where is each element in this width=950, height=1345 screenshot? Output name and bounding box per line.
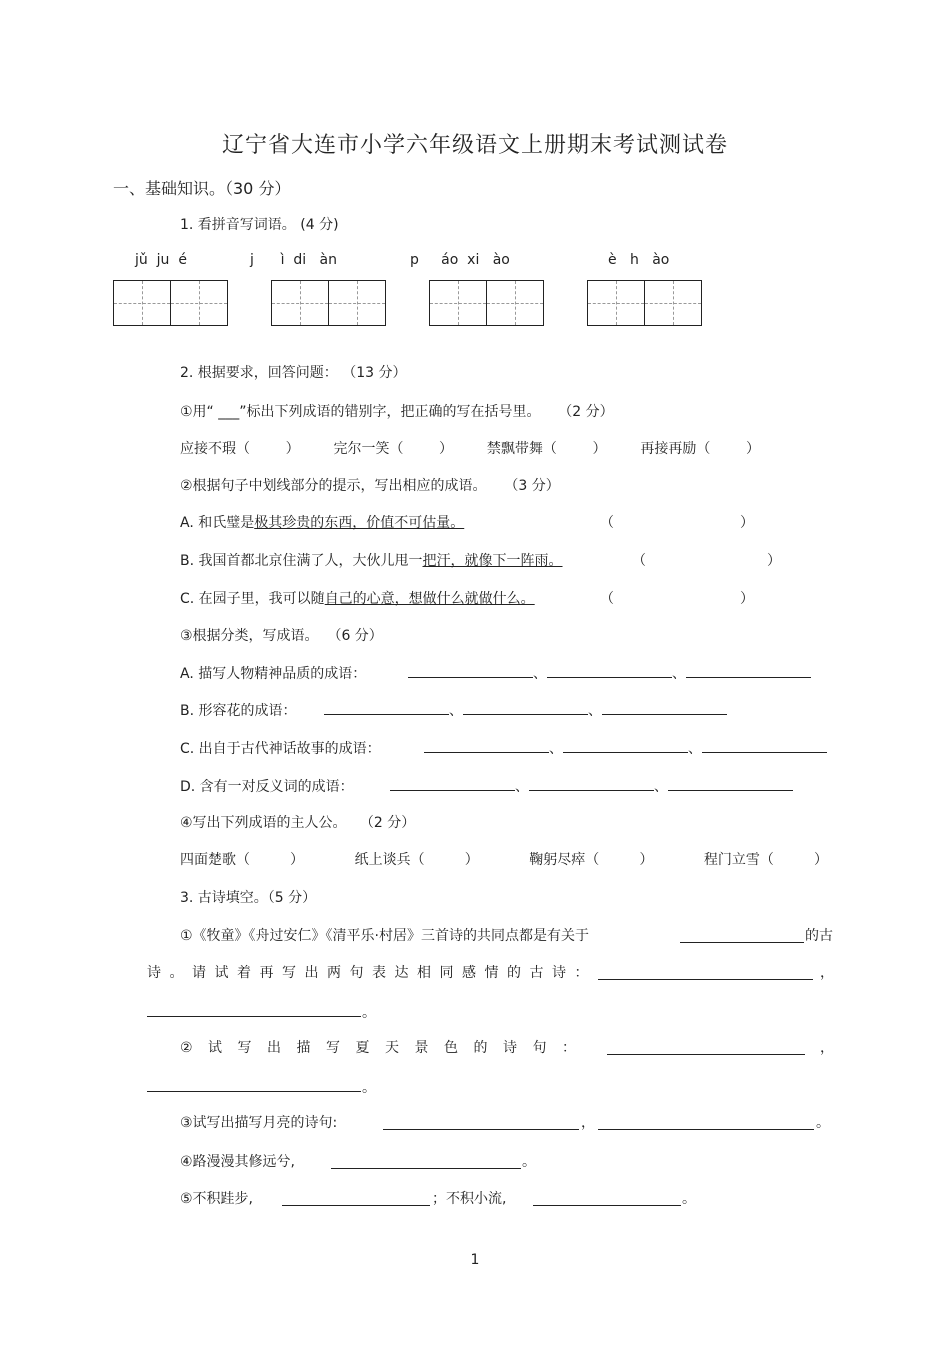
period: 。	[816, 1115, 830, 1131]
poem-q4-text: ④路漫漫其修远兮,	[180, 1154, 296, 1170]
pinyin-1: jǔ ju é	[135, 252, 187, 268]
separator: 、	[688, 741, 702, 757]
answer-blank[interactable]	[463, 700, 588, 715]
category-b: B. 形容花的成语：	[180, 703, 297, 719]
period: 。	[362, 1005, 376, 1021]
writing-grid-1[interactable]	[113, 280, 228, 326]
answer-row-d	[390, 776, 793, 796]
paren-open: （	[600, 515, 614, 531]
writing-grid-2[interactable]	[271, 280, 386, 326]
separator: 、	[515, 779, 529, 795]
idiom-item: 应接不瑕（ ）	[180, 441, 300, 457]
poem-q2-text: ②试写出描写夏天景色的诗句：	[180, 1040, 592, 1056]
answer-blank[interactable]	[607, 1054, 805, 1055]
answer-blank[interactable]	[408, 663, 533, 678]
category-a: A. 描写人物精神品质的成语：	[180, 666, 367, 682]
q2-heading: 2. 根据要求，回答问题： （13 分）	[180, 365, 407, 381]
sentence-c	[180, 588, 567, 608]
page-title: 辽宁省大连市小学六年级语文上册期末考试测试卷	[221, 133, 728, 158]
answer-row-b	[324, 700, 727, 720]
page-number: 1	[470, 1252, 480, 1268]
poem-q1-text-end: 的古	[805, 928, 833, 944]
paren-close: ）	[740, 515, 754, 531]
answer-blank[interactable]	[147, 1016, 361, 1017]
sentence-b	[180, 550, 593, 570]
paren-open: （	[632, 553, 646, 569]
answer-blank[interactable]	[529, 776, 654, 791]
idiom-item: 纸上谈兵（ ）	[354, 852, 479, 868]
writing-grid-3[interactable]	[429, 280, 544, 326]
answer-blank[interactable]	[598, 979, 813, 980]
protagonist-row	[180, 849, 828, 869]
pinyin-2: j ì di àn	[250, 252, 337, 268]
idiom-item: 鞠躬尽瘁（ ）	[529, 852, 654, 868]
answer-blank[interactable]	[702, 738, 827, 753]
period: 。	[362, 1080, 376, 1096]
paren-close: ）	[767, 553, 781, 569]
sentence-text: A. 和氏璧是	[180, 515, 255, 531]
idiom-item: 完尔一笑（ ）	[333, 441, 454, 457]
pinyin-4: è h ào	[608, 252, 670, 268]
answer-blank[interactable]	[547, 663, 672, 678]
separator: 、	[588, 703, 602, 719]
answer-blank[interactable]	[602, 700, 727, 715]
underlined-phrase: 把汗，就像下一阵雨。	[422, 553, 563, 569]
separator: 、	[654, 779, 668, 795]
q2-part1-heading: ①用“ ___”标出下列成语的错别字，把正确的写在括号里。 （2 分）	[180, 404, 614, 420]
sentence-text: B. 我国首都北京住满了人，大伙儿甩一	[180, 553, 423, 569]
q2-part4-heading: ④写出下列成语的主人公。 （2 分）	[180, 815, 416, 831]
q2-part3-heading: ③根据分类，写成语。 （6 分）	[180, 628, 383, 644]
category-d: D. 含有一对反义词的成语：	[180, 779, 354, 795]
answer-row-a	[408, 663, 811, 683]
idiom-item: 程门立雪（ ）	[703, 852, 828, 868]
comma: ，	[820, 1040, 834, 1056]
answer-blank[interactable]	[331, 1168, 521, 1169]
poem-q1-text: ①《牧童》《舟过安仁》《清平乐·村居》三首诗的共同点都是有关于	[180, 928, 589, 944]
answer-blank[interactable]	[282, 1205, 430, 1206]
typo-idiom-row	[180, 438, 760, 458]
answer-blank[interactable]	[563, 738, 688, 753]
answer-blank[interactable]	[390, 776, 515, 791]
poem-q1-line2: 诗。请试着再写出两句表达相同感情的古诗：	[147, 965, 597, 981]
comma: ，	[581, 1115, 595, 1131]
answer-blank[interactable]	[383, 1129, 579, 1130]
poem-q3-text: ③试写出描写月亮的诗句:	[180, 1115, 338, 1131]
separator: 、	[533, 666, 547, 682]
poem-q5-text-mid: ；不积小流,	[432, 1191, 507, 1207]
paren-close: ）	[740, 591, 754, 607]
idiom-item: 禁飘带舞（ ）	[486, 441, 607, 457]
answer-blank[interactable]	[147, 1091, 361, 1092]
category-c: C. 出自于古代神话故事的成语：	[180, 741, 381, 757]
writing-grid-4[interactable]	[587, 280, 702, 326]
answer-blank[interactable]	[424, 738, 549, 753]
answer-blank[interactable]	[598, 1129, 814, 1130]
separator: 、	[449, 703, 463, 719]
sentence-a	[180, 512, 494, 532]
answer-blank[interactable]	[324, 700, 449, 715]
comma: ，	[820, 965, 834, 981]
separator: 、	[549, 741, 563, 757]
answer-blank[interactable]	[686, 663, 811, 678]
underlined-phrase: 极其珍贵的东西，价值不可估量。	[254, 515, 465, 531]
separator: 、	[672, 666, 686, 682]
period: 。	[682, 1191, 696, 1207]
poem-q5-text: ⑤不积跬步,	[180, 1191, 254, 1207]
sentence-text: C. 在园子里，我可以随	[180, 591, 325, 607]
pinyin-3: p áo xi ào	[410, 252, 510, 268]
q2-part2-heading: ②根据句子中划线部分的提示，写出相应的成语。 （3 分）	[180, 478, 560, 494]
period: 。	[522, 1154, 536, 1170]
idiom-item: 四面楚歌（ ）	[180, 852, 305, 868]
paren-open: （	[600, 591, 614, 607]
section-heading: 一、基础知识。（30 分）	[113, 179, 291, 198]
q1-heading: 1. 看拼音写词语。 (4 分)	[180, 217, 339, 233]
answer-blank[interactable]	[533, 1205, 681, 1206]
answer-blank[interactable]	[680, 942, 804, 943]
idiom-item: 再接再励（ ）	[640, 441, 760, 457]
answer-blank[interactable]	[668, 776, 793, 791]
answer-row-c	[424, 738, 827, 758]
q3-heading: 3. 古诗填空。（5 分）	[180, 890, 317, 906]
underlined-phrase: 自己的心意，想做什么就做什么。	[324, 591, 535, 607]
